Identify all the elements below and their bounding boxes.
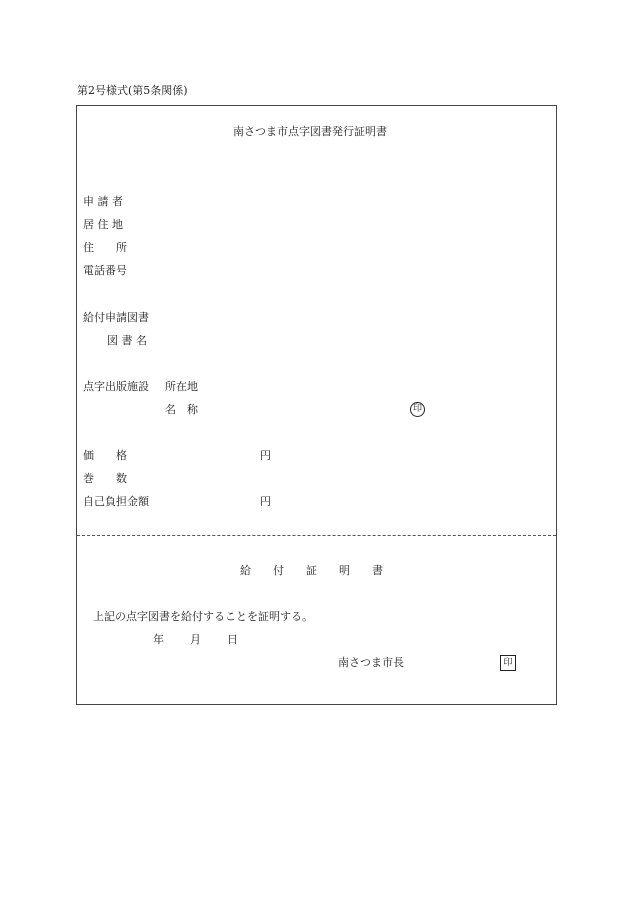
date-day-label: 日 — [227, 633, 238, 646]
self-pay-unit: 円 — [260, 495, 271, 508]
date-year-label: 年 — [153, 633, 164, 646]
self-pay-label: 自己負担金額 — [83, 495, 149, 508]
applicant-label: 申 請 者 — [83, 195, 123, 208]
volumes-label: 巻 数 — [83, 472, 127, 485]
certificate-statement: 上記の点字図書を給付することを証明する。 — [93, 610, 313, 623]
publisher-label: 点字出版施設 — [83, 380, 149, 393]
price-unit: 円 — [260, 449, 271, 462]
price-label: 価 格 — [83, 449, 127, 462]
publisher-name-label: 名 称 — [165, 403, 198, 416]
certificate-heading: 給 付 証 明 書 — [240, 564, 383, 577]
address-label: 住 所 — [83, 241, 127, 254]
document-title: 南さつま市点字図書発行証明書 — [233, 125, 387, 138]
form-number: 第2号様式(第5条関係) — [77, 84, 188, 97]
publisher-seal-icon: 印 — [410, 402, 425, 417]
residence-label: 居 住 地 — [83, 218, 123, 231]
phone-label: 電話番号 — [83, 264, 127, 277]
issuer-label: 南さつま市長 — [338, 656, 404, 669]
requested-book-label: 給付申請図書 — [83, 311, 149, 324]
book-title-label: 図 書 名 — [107, 334, 147, 347]
mayor-seal-icon: 印 — [500, 655, 516, 671]
publisher-location-label: 所在地 — [165, 380, 198, 393]
date-month-label: 月 — [190, 633, 201, 646]
cut-line — [77, 535, 556, 536]
